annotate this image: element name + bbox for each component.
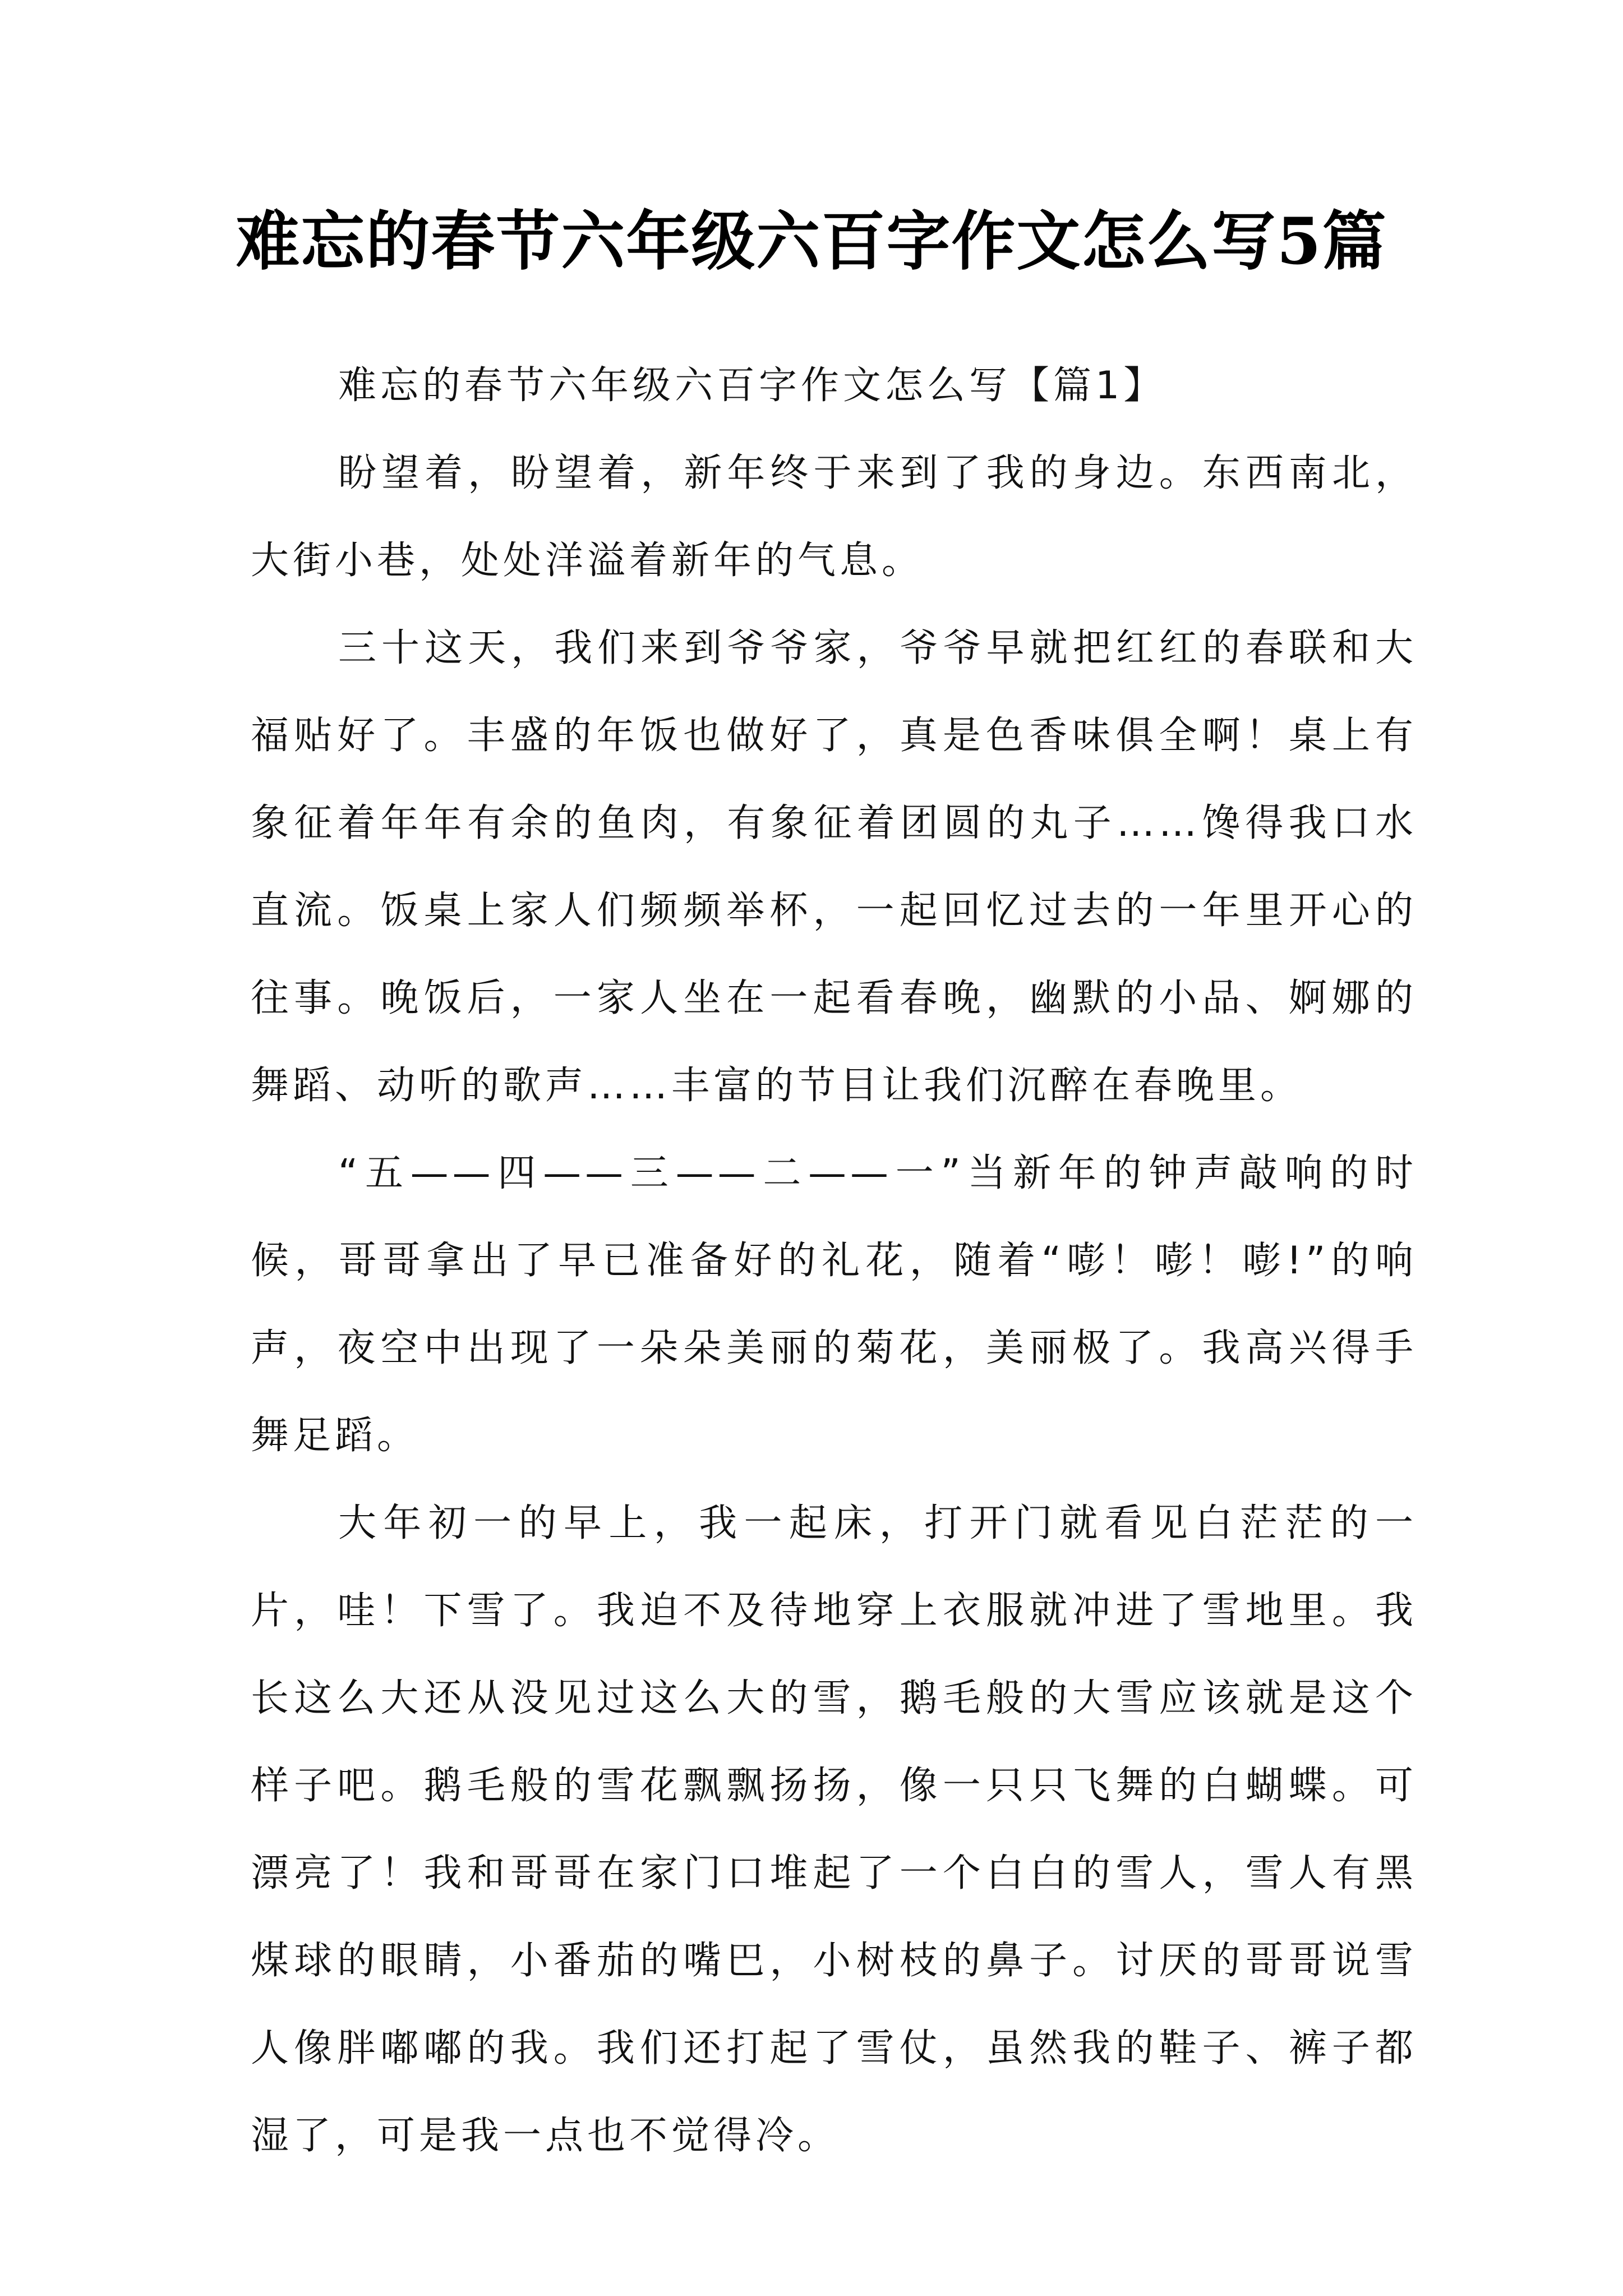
section-heading: 难忘的春节六年级六百字作文怎么写【篇1】 bbox=[338, 364, 1166, 408]
paragraph: “五——四——三——二——一”当新年的钟声敲响的时候，哥哥拿出了早已准备好的礼花，随着“嘭！嘭！嘭!”的响声，夜空中出现了一朵朵美丽的菊花，美丽极了。我高兴得手舞足蹈。 bbox=[251, 1151, 1417, 1458]
paragraph: 大年初一的早上，我一起床，打开门就看见白茫茫的一片，哇！下雪了。我迫不及待地穿上衣服就冲进了雪地里。我长这么大还从没见过这么大的雪，鹅毛般的大雪应该就是这个样子吧。鹅毛般的雪花飘飘扬扬，像一只只飞舞的白蝴蝶。可漂亮了！我和哥哥在家门口堆起了一个白白的雪人，雪人有黑煤球的眼睛，小番茄的嘴巴，小树枝的鼻子。讨厌的哥哥说雪人像胖嘟嘟的我。我们还打起了雪仗，虽然我的鞋子、裤子都湿了，可是我一点也不觉得冷。 bbox=[251, 1501, 1417, 2158]
document-title: 难忘的春节六年级六百字作文怎么写5篇 bbox=[236, 204, 1387, 279]
document-body bbox=[251, 342, 1417, 2180]
paragraph: 盼望着，盼望着，新年终于来到了我的身边。东西南北，大街小巷，处处洋溢着新年的气息。 bbox=[251, 451, 1417, 583]
paragraph: 三十这天，我们来到爷爷家，爷爷早就把红红的春联和大福贴好了。丰盛的年饭也做好了，真是色香味俱全啊！桌上有象征着年年有余的鱼肉，有象征着团圆的丸子……馋得我口水直流。饭桌上家人们频频举杯，一起回忆过去的一年里开心的往事。晚饭后，一家人坐在一起看春晚，幽默的小品、婀娜的舞蹈、动听的歌声……丰富的节目让我们沉醉在春晚里。 bbox=[251, 626, 1417, 1108]
